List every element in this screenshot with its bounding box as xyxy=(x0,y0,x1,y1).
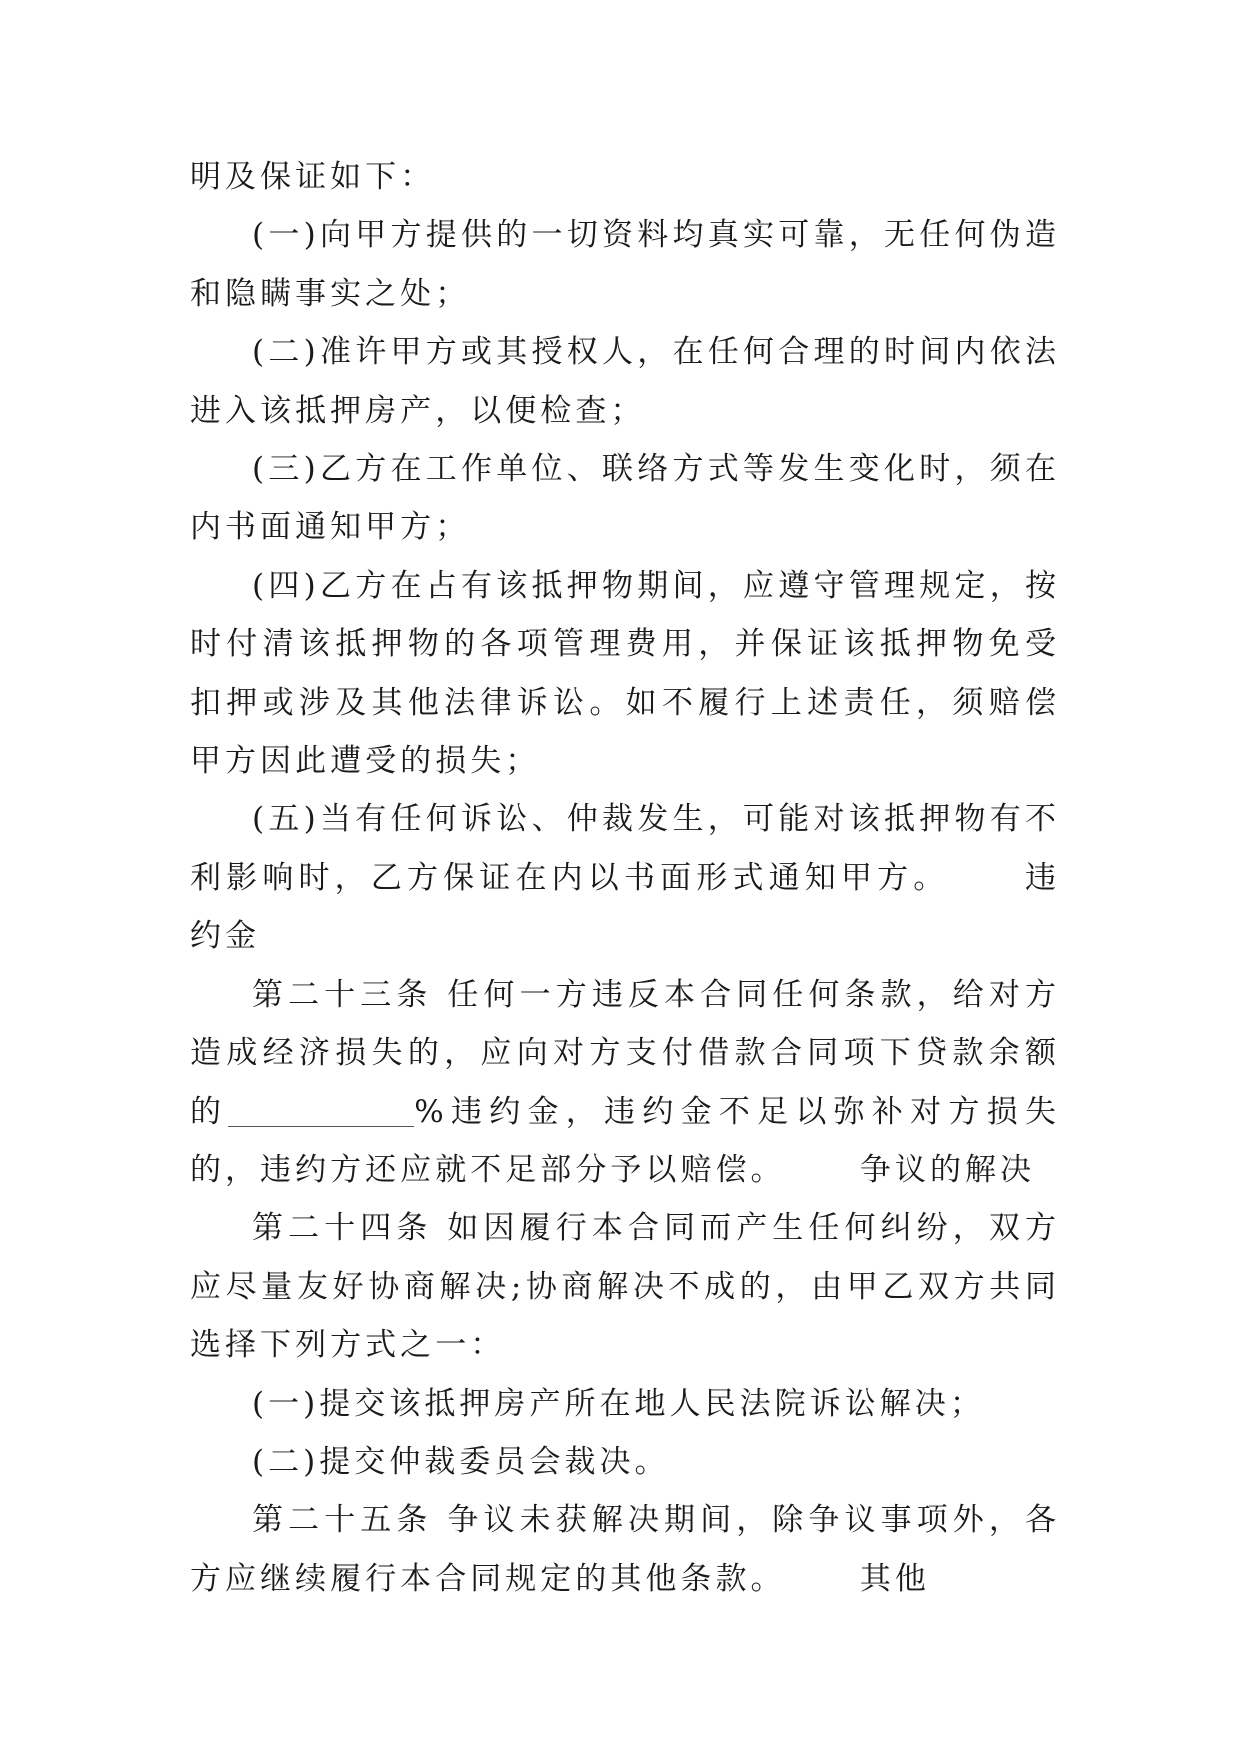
section-heading-other: 其他 xyxy=(859,1560,930,1597)
paragraph-intro: 明及保证如下： xyxy=(190,159,436,195)
paragraph-item-1: (一)向甲方提供的一切资料均真实可靠，无任何伪造和隐瞒事实之处； xyxy=(190,217,1060,312)
paragraph-item-4: (四)乙方在占有该抵押物期间，应遵守管理规定，按时付清该抵押物的各项管理费用，并保证该抵押物免受扣押或涉及其他法律诉讼。如不履行上述责任，须赔偿甲方因此遭受的损失； xyxy=(190,567,1060,780)
article-25-text: 第二十五条 争议未获解决期间，除争议事项外，各方应继续履行本合同规定的其他条款。 xyxy=(190,1502,1060,1597)
paragraph-item-2: (二)准许甲方或其授权人，在任何合理的时间内依法进入该抵押房产，以便检查； xyxy=(190,334,1060,429)
section-heading-penalty: 违约金 xyxy=(190,859,1060,955)
paragraph-item-5 xyxy=(190,790,1060,965)
article-23-text-a: 第二十三条 任何一方违反本合同任何条款，给对方造成经济损失的，应向对方支付借款合同项下贷款余额的 xyxy=(190,976,1060,1130)
fill-in-blank xyxy=(228,1092,414,1127)
article-24-option-2: (二)提交仲裁委员会裁决。 xyxy=(252,1443,670,1480)
paragraph-item-3: (三)乙方在工作单位、联络方式等发生变化时，须在内书面通知甲方； xyxy=(190,451,1060,546)
paragraph-item-5-text: (五)当有任何诉讼、仲裁发生，可能对该抵押物有不利影响时，乙方保证在内以书面形式通知甲方。 xyxy=(190,801,1060,896)
article-23-text-b: %违约金，违约金不足以弥补对方损失的，违约方还应就不足部分予以赔偿。 xyxy=(190,1093,1060,1188)
document-page xyxy=(190,148,1060,1608)
article-23 xyxy=(190,966,1060,1200)
section-heading-dispute: 争议的解决 xyxy=(859,1151,1036,1188)
article-24-option-1: (一)提交该抵押房产所在地人民法院诉讼解决； xyxy=(252,1385,985,1422)
article-24: 第二十四条 如因履行本合同而产生任何纠纷，双方应尽量友好协商解决;协商解决不成的，由甲乙双方共同选择下列方式之一： xyxy=(190,1210,1060,1364)
article-25 xyxy=(190,1491,1060,1608)
